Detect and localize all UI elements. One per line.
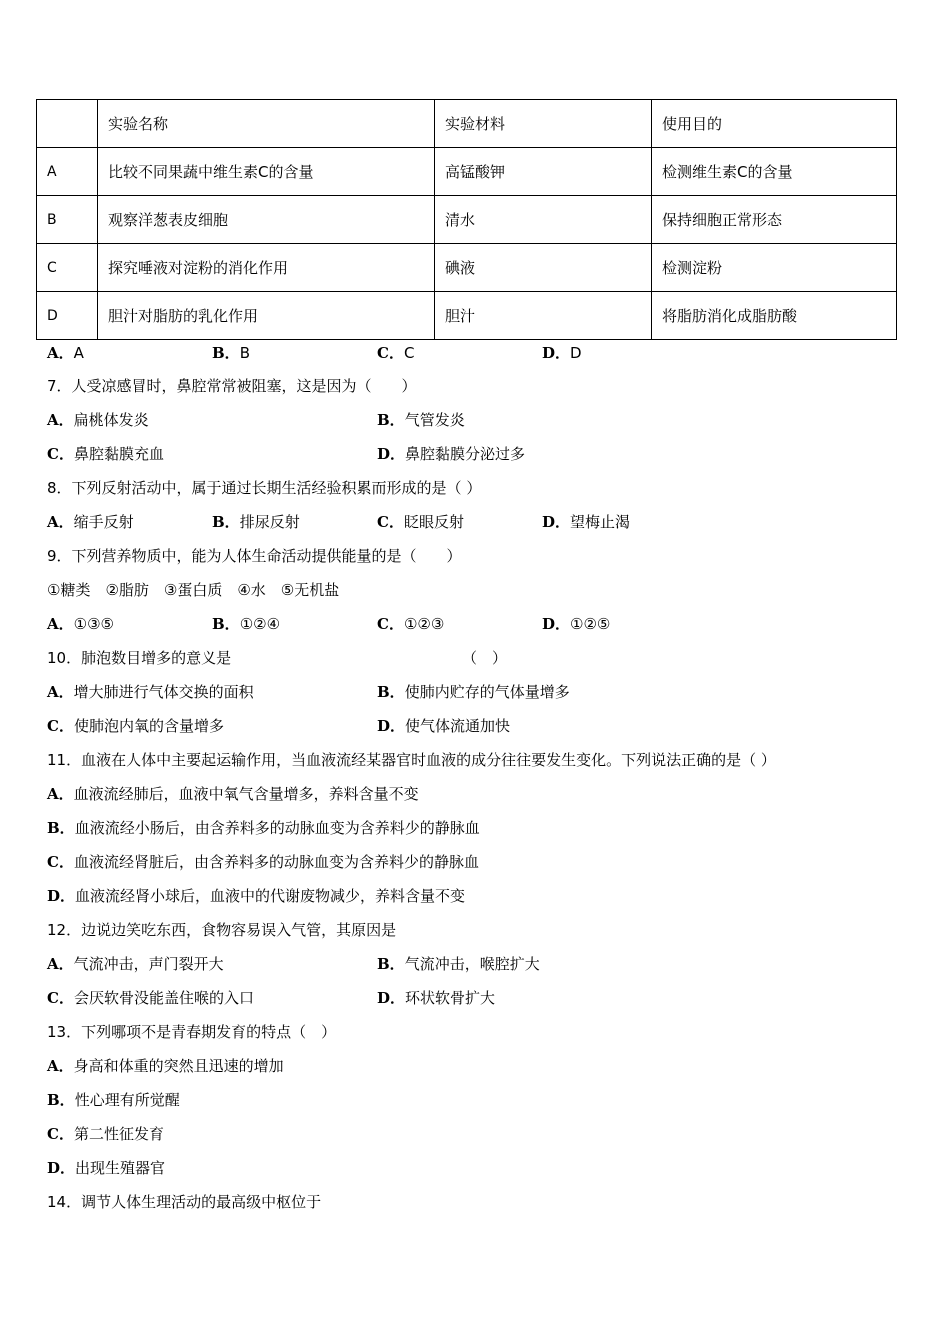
row-name: 观察洋葱表皮细胞: [98, 196, 435, 244]
row-key: B: [37, 196, 98, 244]
q7-option-b: B．气管发炎: [377, 411, 465, 429]
row-purpose: 保持细胞正常形态: [652, 196, 897, 244]
q9-items: ①糖类 ②脂肪 ③蛋白质 ④水 ⑤无机盐: [47, 581, 340, 599]
q13-option-c: C．第二性征发育: [47, 1125, 164, 1143]
q8-stem: 8．下列反射活动中，属于通过长期生活经验积累而形成的是（ ）: [47, 479, 482, 497]
q13-stem: 13．下列哪项不是青春期发育的特点（ ）: [47, 1023, 337, 1041]
table-row: [37, 244, 897, 292]
q10-option-d: D．使气体流通加快: [377, 717, 511, 735]
header-cell-name: 实验名称: [98, 100, 435, 148]
q6-option-a: A．A: [47, 344, 84, 362]
q10-option-c: C．使肺泡内氧的含量增多: [47, 717, 224, 735]
row-material: 碘液: [435, 244, 652, 292]
q11-option-d: D．血液流经肾小球后，血液中的代谢废物减少，养料含量不变: [47, 887, 466, 905]
row-material: 高锰酸钾: [435, 148, 652, 196]
header-cell-purpose: 使用目的: [652, 100, 897, 148]
row-purpose: 将脂肪消化成脂肪酸: [652, 292, 897, 340]
row-purpose: 检测维生素C的含量: [652, 148, 897, 196]
q12-option-b: B．气流冲击，喉腔扩大: [377, 955, 540, 973]
header-cell-blank: [37, 100, 98, 148]
q6-option-b: B．B: [212, 344, 250, 362]
row-name: 探究唾液对淀粉的消化作用: [98, 244, 435, 292]
q8-option-c: C．眨眼反射: [377, 513, 464, 531]
q14-stem: 14．调节人体生理活动的最高级中枢位于: [47, 1193, 322, 1211]
q6-option-d: D．D: [542, 344, 582, 362]
row-key: A: [37, 148, 98, 196]
row-key: D: [37, 292, 98, 340]
table-row: [37, 196, 897, 244]
table-row: [37, 148, 897, 196]
q7-stem: 7．人受凉感冒时，鼻腔常常被阻塞，这是因为（ ）: [47, 377, 417, 395]
table-row: [37, 292, 897, 340]
row-material: 胆汁: [435, 292, 652, 340]
row-name: 比较不同果蔬中维生素C的含量: [98, 148, 435, 196]
q6-option-c: C．C: [377, 344, 415, 362]
q11-option-a: A．血液流经肺后，血液中氧气含量增多，养料含量不变: [47, 785, 419, 803]
q7-option-a: A．扁桃体发炎: [47, 411, 149, 429]
q11-option-c: C．血液流经肾脏后，由含养料多的动脉血变为含养料少的静脉血: [47, 853, 479, 871]
q13-option-b: B．性心理有所觉醒: [47, 1091, 180, 1109]
q13-option-d: D．出现生殖器官: [47, 1159, 166, 1177]
q11-option-b: B．血液流经小肠后，由含养料多的动脉血变为含养料少的静脉血: [47, 819, 480, 837]
q9-option-b: B．①②④: [212, 615, 281, 633]
q9-option-a: A．①③⑤: [47, 615, 114, 633]
q12-option-a: A．气流冲击，声门裂开大: [47, 955, 224, 973]
q7-option-c: C．鼻腔黏膜充血: [47, 445, 164, 463]
q10-option-b: B．使肺内贮存的气体量增多: [377, 683, 570, 701]
row-name: 胆汁对脂肪的乳化作用: [98, 292, 435, 340]
q10-stem: 10．肺泡数目增多的意义是: [47, 649, 232, 667]
table-header-row: [37, 100, 897, 148]
q9-option-d: D．①②⑤: [542, 615, 611, 633]
q8-option-a: A．缩手反射: [47, 513, 134, 531]
q12-stem: 12．边说边笑吃东西，食物容易误入气管，其原因是: [47, 921, 397, 939]
q8-option-b: B．排尿反射: [212, 513, 300, 531]
q9-stem: 9．下列营养物质中，能为人体生命活动提供能量的是（ ）: [47, 547, 462, 565]
q9-option-c: C．①②③: [377, 615, 445, 633]
row-key: C: [37, 244, 98, 292]
q12-option-c: C．会厌软骨没能盖住喉的入口: [47, 989, 254, 1007]
q13-option-a: A．身高和体重的突然且迅速的增加: [47, 1057, 284, 1075]
q12-option-d: D．环状软骨扩大: [377, 989, 496, 1007]
q8-option-d: D．望梅止渴: [542, 513, 631, 531]
row-material: 清水: [435, 196, 652, 244]
q10-option-a: A．增大肺进行气体交换的面积: [47, 683, 254, 701]
q10-answer-paren: （ ）: [462, 649, 508, 667]
header-cell-material: 实验材料: [435, 100, 652, 148]
q11-stem: 11．血液在人体中主要起运输作用，当血液流经某器官时血液的成分往往要发生变化。下列说法正确的是（ ）: [47, 751, 776, 769]
experiment-table: [36, 99, 897, 340]
row-purpose: 检测淀粉: [652, 244, 897, 292]
q7-option-d: D．鼻腔黏膜分泌过多: [377, 445, 526, 463]
